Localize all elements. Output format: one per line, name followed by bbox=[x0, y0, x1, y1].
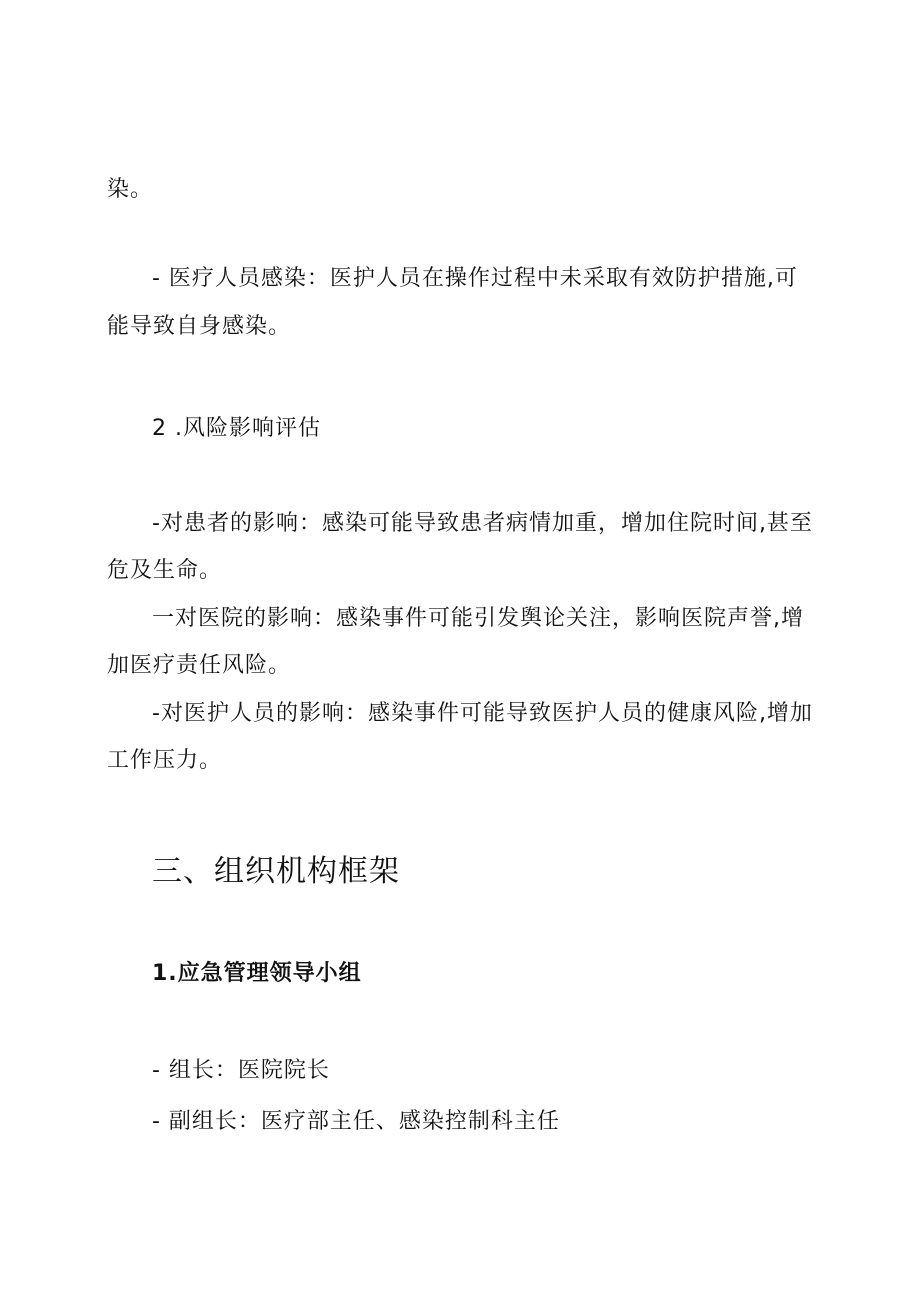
paragraph-staff-impact-line2: 工作压力。 bbox=[107, 748, 223, 773]
subsection-title-leadership-group: 1.应急管理领导小组 bbox=[152, 961, 362, 986]
paragraph-medical-staff-infection-line1: - 医疗人员感染：医护人员在操作过程中未采取有效防护措施,可 bbox=[152, 266, 798, 291]
section-title-organization: 三、组织机构框架 bbox=[152, 854, 400, 889]
paragraph-patient-impact-line1: -对患者的影响：感染可能导致患者病情加重，增加住院时间,甚至 bbox=[152, 511, 813, 536]
paragraph-staff-impact-line1: -对医护人员的影响：感染事件可能导致医护人员的健康风险,增加 bbox=[152, 701, 813, 726]
paragraph-hospital-impact-line1: 一对医院的影响：感染事件可能引发舆论关注，影响医院声誉,增 bbox=[152, 606, 804, 631]
paragraph-continuation: 染。 bbox=[107, 177, 154, 202]
paragraph-medical-staff-infection-line2: 能导致自身感染。 bbox=[107, 314, 292, 339]
list-item-deputy-leader: - 副组长：医疗部主任、感染控制科主任 bbox=[152, 1109, 560, 1134]
paragraph-hospital-impact-line2: 加医疗责任风险。 bbox=[107, 653, 292, 678]
list-item-group-leader: - 组长：医院院长 bbox=[152, 1058, 330, 1083]
subsection-title-risk-impact: 2 .风险影响评估 bbox=[152, 416, 321, 441]
paragraph-patient-impact-line2: 危及生命。 bbox=[107, 558, 223, 583]
